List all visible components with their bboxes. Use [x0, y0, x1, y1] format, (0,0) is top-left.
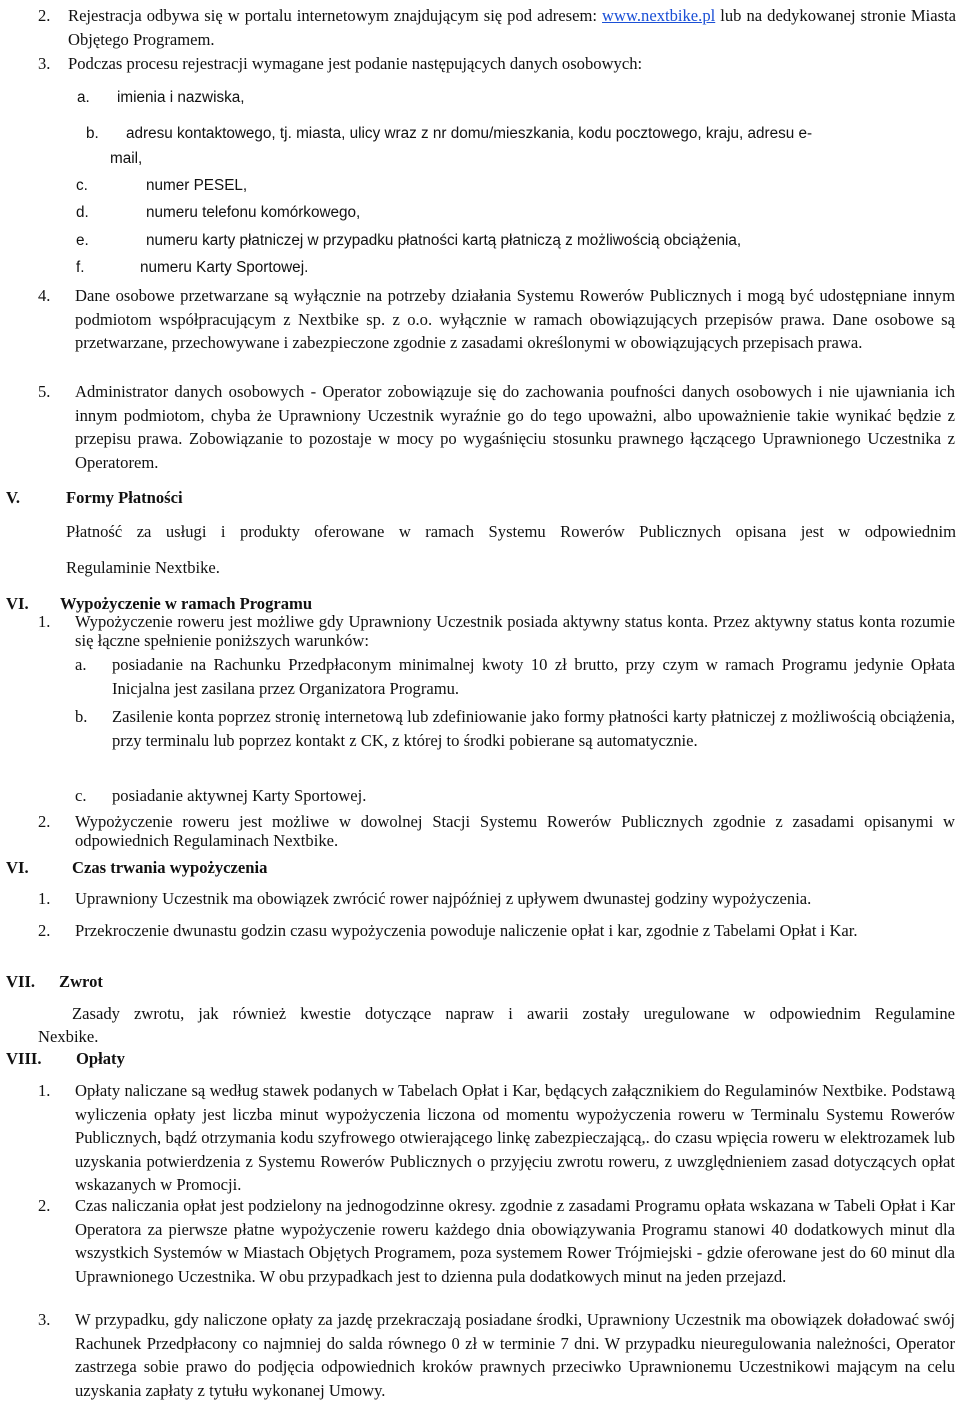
- sub-item-text: posiadanie aktywnej Karty Sportowej.: [112, 786, 367, 805]
- section-number: VIII.: [6, 1049, 42, 1068]
- sub-item-text: numeru Karty Sportowej.: [140, 259, 309, 276]
- section-title: Czas trwania wypożyczenia: [72, 858, 268, 877]
- list-number: 2.: [38, 1196, 51, 1215]
- list-number: 1.: [38, 889, 51, 908]
- list-item-text: [68, 4, 956, 51]
- section-number: VII.: [6, 972, 36, 991]
- section-number: V.: [6, 488, 20, 507]
- section-number: VI.: [6, 594, 29, 613]
- sub-item-text: mail,: [110, 150, 143, 167]
- list-item-text: Administrator danych osobowych - Operator zobowiązuje się do zachowania poufności danych osobowych i nie ujawniania ich innym podmiotom, chyba że Uprawniony Uczestnik wyraźnie go do tego upoważni, albo upoważnienie takie wynikać będzie z przepisu prawa. Zobowiązanie to pozostaje w mocy po wygaśnięciu stosunku prawnego łączącego Uprawnionego Uczestnika z Operatorem.: [75, 382, 955, 472]
- list-number: 4.: [38, 286, 51, 305]
- list-number: 5.: [38, 382, 51, 401]
- sub-item-text: adresu kontaktowego, tj. miasta, ulicy wraz z nr domu/mieszkania, kodu pocztowego, kraju, adresu e-: [126, 125, 813, 142]
- sub-letter: b.: [86, 125, 99, 142]
- section-body: Zasady zwrotu, jak również kwestie dotyczące napraw i awarii zostały uregulowane w odpowiednim Regulamine: [72, 1004, 955, 1023]
- list-number: 3.: [38, 54, 51, 73]
- sub-item-text: numeru karty płatniczej w przypadku płatności kartą płatniczą z możliwością obciążenia,: [146, 232, 742, 249]
- item-text: Rejestracja odbywa się w portalu internetowym znajdującym się pod adresem:: [68, 6, 597, 25]
- list-item-text: W przypadku, gdy naliczone opłaty za jazdę przekraczają posiadane środki, Uprawniony Uczestnik ma obowiązek doładować swój Rachunek Przedpłacony co najmniej do salda równego 0 zł w terminie 7 dni. W przypadku nieuregulowania należności, Operator zastrzega sobie prawo do podjęcia odpowiednich kroków prawnych przeciwko Uprawnionemu Uczestnikowi mającym na celu uzyskania zapłaty z tytułu wykonanej Umowy.: [75, 1310, 955, 1400]
- section-body: Regulaminie Nextbike.: [66, 558, 220, 577]
- sub-item-text: numeru telefonu komórkowego,: [146, 204, 361, 221]
- sub-letter: b.: [75, 707, 88, 726]
- sub-letter: e.: [76, 232, 89, 249]
- list-item-text: Opłaty naliczane są według stawek podanych w Tabelach Opłat i Kar, będących załącznikiem do Regulaminów Nextbike. Podstawą wyliczenia opłaty jest liczba minut wypożyczenia liczona od momentu wypożyczenia roweru w Terminalu Systemu Rowerów Publicznych, bądź otrzymania kodu szyfrowego otwierającego linkę zabezpieczającą,. do czasu wpięcia roweru w elektrozamek lub uzyskania potwierdzenia z Systemu Rowerów Publicznych o przyjęciu zwrotu roweru, z uwzględnieniem zasad dotyczących opłat wskazanych w Promocji.: [75, 1081, 955, 1194]
- list-item-text: Uprawniony Uczestnik ma obowiązek zwrócić rower najpóźniej z upływem dwunastej godziny wypożyczenia.: [75, 889, 812, 908]
- sub-item-text: numer PESEL,: [146, 177, 248, 194]
- list-item-text: Czas naliczania opłat jest podzielony na jednogodzinne okresy. zgodnie z zasadami Programu opłata wskazana w Tabeli Opłat i Kar Operatora za pierwsze płatne wypożyczenie roweru każdego dnia obowiązywania Programu stanowi 40 dodatkowych minut dla wszystkich Systemów w Miastach Objętych Programem, poza systemem Rower Trójmiejski - gdzie oferowane jest do 60 minut dla Uprawnionego Uczestnika. W obu przypadkach jest to dzienna pula dodatkowych minut na jeden przejazd.: [75, 1196, 955, 1286]
- sub-letter: c.: [75, 786, 87, 805]
- list-number: 3.: [38, 1310, 51, 1329]
- section-body: Płatność za usługi i produkty oferowane w ramach Systemu Rowerów Publicznych opisana jest w odpowiednim: [66, 522, 956, 541]
- list-number: 2.: [38, 812, 51, 831]
- list-item-text: Podczas procesu rejestracji wymagane jest podanie następujących danych osobowych:: [68, 54, 643, 73]
- sub-item-text: imienia i nazwiska,: [117, 89, 245, 106]
- section-body: Nexbike.: [38, 1027, 99, 1046]
- sub-letter: c.: [76, 177, 88, 194]
- nextbike-link[interactable]: www.nextbike.pl: [602, 6, 716, 25]
- item-text-continued: lub na dedykowanej stronie Miasta Objętego Programem.: [68, 6, 957, 49]
- sub-letter: a.: [75, 655, 87, 674]
- section-number: VI.: [6, 858, 29, 877]
- list-item-text: Wypożyczenie roweru jest możliwe gdy Uprawniony Uczestnik posiada aktywny status konta. Przez aktywny status konta rozumie się łączne spełnienie poniższych warunków:: [75, 612, 955, 650]
- section-title: Opłaty: [76, 1049, 125, 1068]
- sub-letter: d.: [76, 204, 89, 221]
- list-number: 2.: [38, 6, 51, 25]
- section-title: Wypożyczenie w ramach Programu: [60, 594, 313, 613]
- list-item-text: Dane osobowe przetwarzane są wyłącznie na potrzeby działania Systemu Rowerów Publicznych i mogą być udostępniane innym podmiotom współpracującym z Nextbike sp. z o.o. wyłącznie w ramach obowiązujących przepisów prawa. Dane osobowe są przetwarzane, przechowywane i zabezpieczone zgodnie z zasadami określonymi w obowiązujących przepisach prawa.: [75, 286, 955, 352]
- sub-letter: a.: [77, 89, 90, 106]
- list-item-text: Przekroczenie dwunastu godzin czasu wypożyczenia powoduje naliczenie opłat i kar, zgodnie z Tabelami Opłat i Kar.: [75, 921, 858, 940]
- section-title: Zwrot: [59, 972, 103, 991]
- list-number: 2.: [38, 921, 51, 940]
- sub-letter: f.: [76, 259, 85, 276]
- section-title: Formy Płatności: [66, 488, 183, 507]
- list-item-text: Wypożyczenie roweru jest możliwe w dowolnej Stacji Systemu Rowerów Publicznych zgodnie z zasadami opisanymi w odpowiednich Regulaminach Nextbike.: [75, 812, 955, 850]
- sub-item-text: Zasilenie konta poprzez stronię internetową lub zdefiniowanie jako formy płatności karty płatniczej z możliwością obciążenia, przy terminalu lub poprzez kontakt z CK, z której to środki pobierane są automatycznie.: [112, 707, 955, 750]
- list-number: 1.: [38, 1081, 51, 1100]
- list-number: 1.: [38, 612, 51, 631]
- sub-item-text: posiadanie na Rachunku Przedpłaconym minimalnej kwoty 10 zł brutto, przy czym w ramach Programu jedynie Opłata Inicjalna jest zasilana przez Organizatora Programu.: [112, 655, 955, 698]
